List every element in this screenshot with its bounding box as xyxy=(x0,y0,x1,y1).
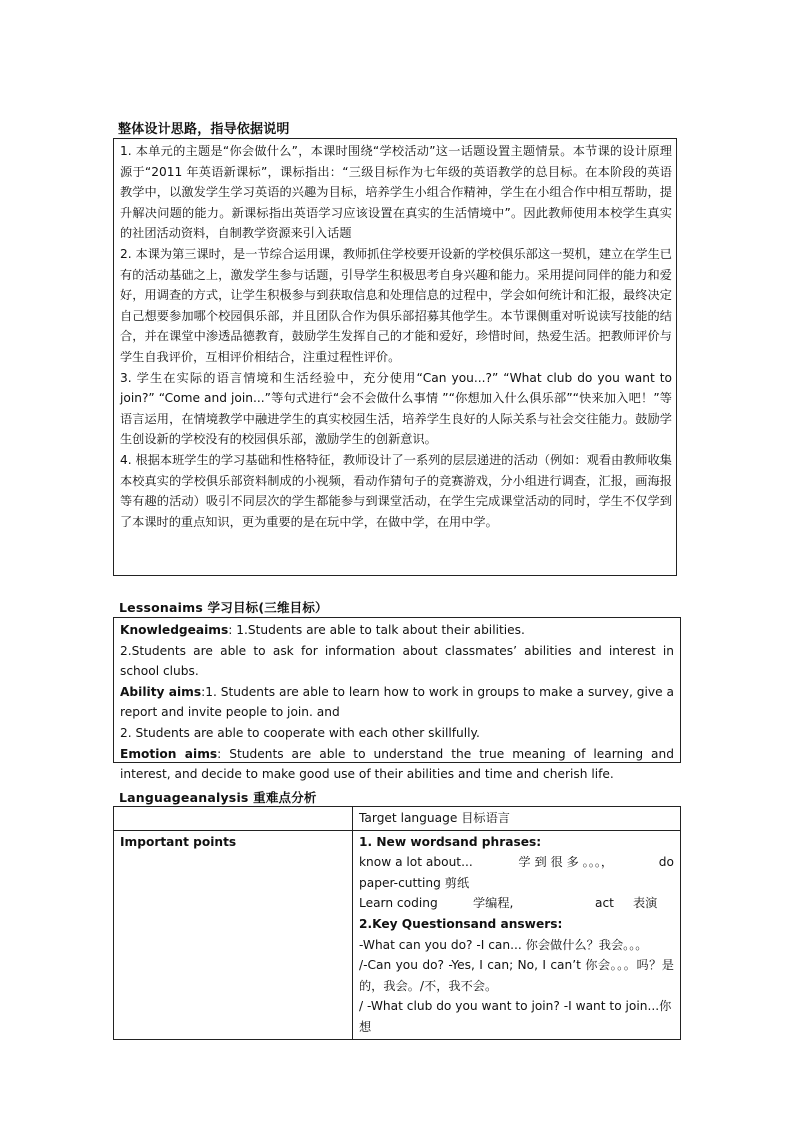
words-title: 1. New wordsand phrases: xyxy=(359,834,542,849)
design-box xyxy=(113,138,677,576)
emotion-aims-label: Emotion aims xyxy=(120,746,218,761)
aims-heading: Lessonaims 学习目标(三维目标） xyxy=(119,600,328,615)
design-paragraph-3: 3. 学生在实际的语言情境和生活经验中，充分使用“Can you...?” “What club do you want to join?” “Come and join...”等句式进行“会不会做什么事情 ”“你想加入什么俱乐部”“快来加入吧！”等语言运用，在情境教学中融进学生的真实校园生活，培养学生良好的人际关系与社会交往能力。鼓励学生创设新的学校没有的校园俱乐部，激励学生的创新意识。 xyxy=(120,370,672,447)
word-know-a-lot: know a lot about... xyxy=(359,855,473,870)
qa-title: 2.Key Questionsand answers: xyxy=(359,916,563,931)
word-know-a-lot-cn: 学 到 很 多 。。。， xyxy=(518,855,614,870)
word-act-cn: 表演 xyxy=(633,896,658,911)
design-heading: 整体设计思路，指导依据说明 xyxy=(118,122,290,137)
words-line-3 xyxy=(359,893,674,914)
design-paragraph-1: 1. 本单元的主题是“你会做什么”，本课时围绕“学校活动”这一话题设置主题情景。本节课的设计原理源于“2011 年英语新课标”，课标指出：“三级目标作为七年级的英语教学的总目标。在本阶段的英语教学中，以激发学生学习英语的兴趣为目标，培养学生小组合作精神，学生在小组合作中相互帮助，提升解决问题的能力。新课标指出英语学习应该设置在真实的生活情境中”。因此教师使用本校学生真实的社团活动资料，自制教学资源来引入话题 xyxy=(120,144,672,241)
qa-line-2: /-Can you do? -Yes, I can; No, I can’t 你会。。。吗？是的，我会。/不，我不会。 xyxy=(359,958,674,993)
words-line-2: paper-cutting 剪纸 xyxy=(359,875,470,890)
design-paragraph-4: 4. 根据本班学生的学习基础和性格特征，教师设计了一系列的层层递进的活动（例如：观看由教师收集本校真实的学校俱乐部资料制成的小视频，看动作猜句子的竞赛游戏，分小组进行调查，汇报，画海报等有趣的活动）吸引不同层次的学生都能参与到课堂活动，在学生完成课堂活动的同时，学生不仅学到了本课时的重点知识，更为重要的是在玩中学，在做中学，在用中学。 xyxy=(120,452,672,529)
knowledge-aims-line-1 xyxy=(120,620,674,641)
qa-line-1: -What can you do? -I can... 你会做什么？我会。。。 xyxy=(359,937,648,952)
language-heading: Languageanalysis 重难点分析 xyxy=(119,790,317,805)
design-paragraph-2: 2. 本课为第三课时，是一节综合运用课，教师抓住学校要开设新的学校俱乐部这一契机，建立在学生已有的活动基础之上，激发学生参与话题，引导学生积极思考自身兴趣和能力。采用提问同伴的能力和爱好，用调查的方式，让学生积极参与到获取信息和处理信息的过程中，学会如何统计和汇报，最终决定自己想要参加哪个校园俱乐部，并且团队合作为俱乐部招募其他学生。本节课侧重对听说读写技能的结合，并在课堂中渗透品德教育，鼓励学生发挥自己的才能和爱好，珍惜时间，热爱生活。把教师评价与学生自我评价，互相评价相结合，注重过程性评价。 xyxy=(120,246,672,364)
knowledge-aims-label: Knowledgeaims xyxy=(120,623,229,637)
knowledge-aims-line-2: 2.Students are able to ask for information about classmates’ abilities and interest in school clubs. xyxy=(120,643,674,679)
word-learn-coding: Learn coding xyxy=(359,896,438,911)
ability-aims-label: Ability aims xyxy=(120,684,202,699)
aims-box xyxy=(113,617,681,782)
target-language-header: Target language 目标语言 xyxy=(353,807,681,831)
language-table-header-row xyxy=(114,807,681,831)
ability-aims-text: :1. Students are able to learn how to work in groups to make a survey, give a report and invite people to join. and xyxy=(120,684,674,720)
ability-aims-line-1 xyxy=(120,682,674,723)
emotion-aims-line xyxy=(120,744,674,785)
word-do: do xyxy=(658,855,674,870)
knowledge-aims-text: : 1.Students are able to talk about their abilities. xyxy=(228,623,525,637)
important-points-label: Important points xyxy=(114,830,353,1039)
word-act: act xyxy=(595,896,614,911)
emotion-aims-text: : Students are able to understand the true meaning of learning and interest, and decide to make good use of their abilities and time and cherish life. xyxy=(120,746,674,782)
qa-line-3: / -What club do you want to join? -I want to join...你想 xyxy=(359,999,672,1034)
words-line-1 xyxy=(359,852,674,873)
language-table xyxy=(113,806,681,1040)
important-points-content xyxy=(353,830,681,1039)
word-learn-coding-cn: 学编程, xyxy=(473,896,514,911)
language-table-empty-cell xyxy=(114,807,353,831)
language-table-row xyxy=(114,830,681,1039)
ability-aims-line-2: 2. Students are able to cooperate with each other skillfully. xyxy=(120,725,480,740)
